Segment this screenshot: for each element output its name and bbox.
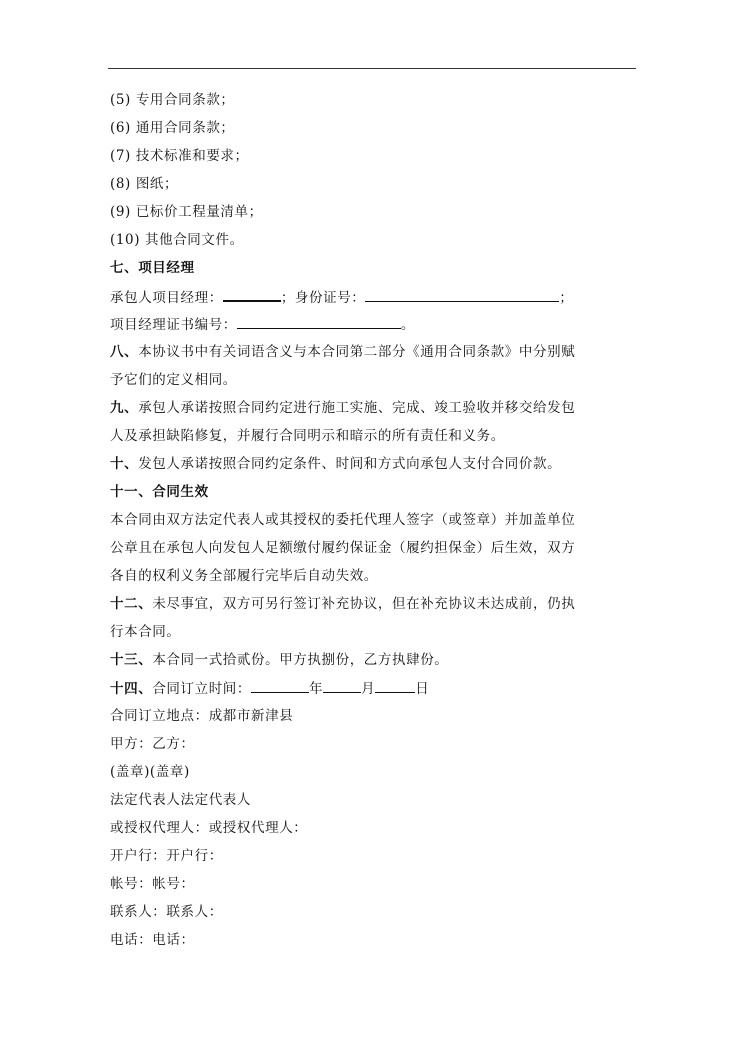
month-blank	[323, 678, 361, 693]
section-13-number: 十三、	[110, 652, 153, 668]
parties-line: 甲方：乙方：	[110, 736, 195, 752]
year-blank	[251, 678, 309, 693]
section-13-text: 本合同一式拾贰份。甲方执捌份，乙方执肆份。	[152, 652, 449, 668]
project-manager-line	[110, 286, 640, 308]
day-blank	[375, 678, 415, 693]
year-label: 年	[309, 681, 324, 697]
section-8-text-1: 本协议书中有关词语含义与本合同第二部分《通用合同条款》中分别赋	[138, 344, 576, 360]
month-label: 月	[361, 681, 376, 697]
section-12-text-1: 未尽事宜，双方可另行签订补充协议，但在补充协议未达成前，仍执	[152, 596, 576, 612]
pm-cert-end: 。	[400, 317, 416, 333]
list-item-8: (8) 图纸；	[110, 176, 179, 192]
section-11-line-2: 公章且在承包人向发包人足额缴付履约保证金（履约担保金）后生效，双方	[110, 540, 576, 556]
section-14-line	[110, 678, 640, 699]
day-label: 日	[415, 681, 430, 697]
list-item-5: (5) 专用合同条款；	[110, 92, 235, 108]
agent-line: 或授权代理人：或授权代理人：	[110, 820, 308, 836]
list-item-7: (7) 技术标准和要求；	[110, 148, 249, 164]
bank-line: 开户行：开户行：	[110, 848, 223, 864]
section-8-number: 八、	[110, 344, 139, 360]
section-13-line	[110, 650, 640, 670]
pm-cert-label: 项目经理证书编号：	[110, 317, 237, 333]
list-item-6: (6) 通用合同条款；	[110, 120, 235, 136]
section-10-text: 发包人承诺按照合同约定条件、时间和方式向承包人支付合同价款。	[138, 456, 562, 472]
section-11-line-1: 本合同由双方法定代表人或其授权的委托代理人签字（或签章）并加盖单位	[110, 512, 576, 528]
id-number-label: ；身份证号：	[280, 290, 366, 306]
legal-rep-line: 法定代表人法定代表人	[110, 792, 251, 808]
signing-date-label: 合同订立时间：	[152, 681, 252, 697]
section-9-number: 九、	[110, 400, 139, 416]
list-item-10: (10) 其他合同文件。	[110, 232, 244, 248]
section-9-line-1	[110, 398, 640, 418]
section-7-heading: 七、项目经理	[110, 260, 195, 276]
section-8-line-1	[110, 342, 640, 362]
account-line: 帐号：帐号：	[110, 876, 195, 892]
pm-line-end: ；	[559, 290, 574, 306]
pm-cert-blank	[237, 314, 401, 329]
pm-name-blank	[223, 286, 281, 302]
section-10-line	[110, 454, 640, 474]
section-9-line-2: 人及承担缺陷修复，并履行合同明示和暗示的所有责任和义务。	[110, 428, 505, 444]
section-9-text-1: 承包人承诺按照合同约定进行施工实施、完成、竣工验收并移交给发包	[138, 400, 576, 416]
section-11-heading: 十一、合同生效	[110, 484, 209, 500]
section-10-number: 十、	[110, 456, 139, 472]
contractor-pm-label: 承包人项目经理：	[110, 290, 223, 306]
phone-line: 电话：电话：	[110, 932, 195, 948]
section-12-line-2: 行本合同。	[110, 624, 181, 640]
header-rule	[108, 68, 636, 69]
signing-place: 合同订立地点：成都市新津县	[110, 708, 294, 724]
section-8-line-2: 予它们的定义相同。	[110, 372, 237, 388]
pm-cert-line	[110, 314, 640, 335]
seal-line: (盖章)(盖章)	[110, 764, 190, 780]
section-12-line-1	[110, 594, 640, 614]
section-12-number: 十二、	[110, 596, 153, 612]
list-item-9: (9) 已标价工程量清单；	[110, 204, 263, 220]
section-11-line-3: 各自的权利义务全部履行完毕后自动失效。	[110, 568, 378, 584]
section-14-number: 十四、	[110, 681, 153, 697]
id-number-blank	[365, 287, 559, 302]
contact-line: 联系人：联系人：	[110, 904, 223, 920]
